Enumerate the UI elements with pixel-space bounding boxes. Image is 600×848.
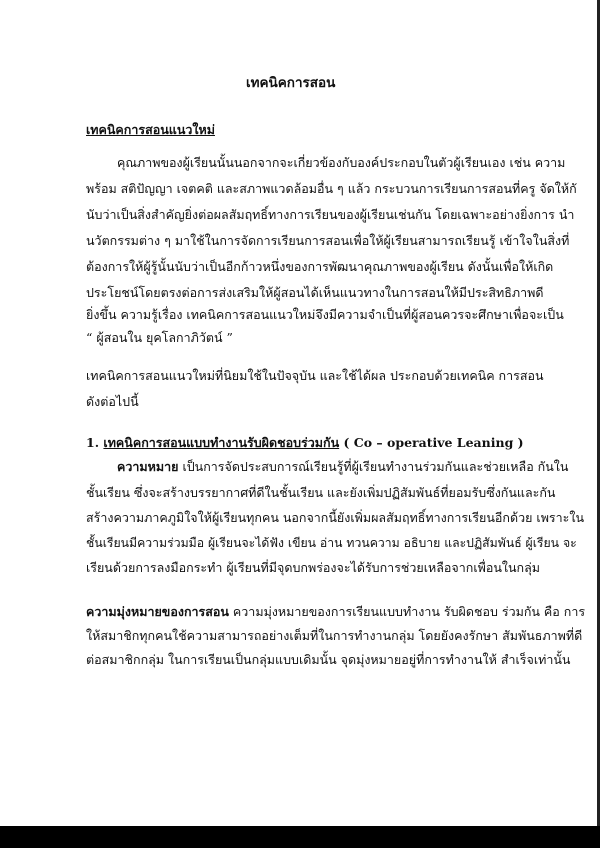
scan-bottom-bar	[0, 826, 600, 848]
paragraph-line: นับว่าเป็นสิ่งสำคัญยิ่งต่อผลสัมฤทธิ์ทางการเรียนของผู้เรียนเช่นกัน โดยเฉพาะอย่างยิ่งการ นำ	[86, 207, 575, 222]
objective-text: ความมุ่งหมายของการเรียนแบบทำงาน รับผิดชอบ ร่วมกัน คือ การ	[228, 604, 586, 619]
meaning-first-line	[117, 459, 568, 475]
paragraph-line: ยิ่งขึ้น ความรู้เรื่อง เทคนิคการสอนแนวใหม่จึงมีความจำเป็นที่ผู้สอนควรจะศึกษาเพื่อจะเป็น	[86, 307, 564, 322]
paragraph-line: ต้องการให้ผู้รู้นั้นนับว่าเป็นอีกก้าวหนึ่งของการพัฒนาคุณภาพของผู้เรียน ดังนั้นเพื่อให้เกิด	[86, 259, 554, 274]
document-title: เทคนิคการสอน	[246, 75, 336, 91]
paragraph-line: “ ผู้สอนใน ยุคโลกาภิวัตน์ ”	[86, 330, 233, 345]
paragraph-line: ชั้นเรียน ซึ่งจะสร้างบรรยากาศที่ดีในชั้นเรียน และยังเพิ่มปฏิสัมพันธ์ที่ยอมรับซึ่งกันและกัน	[86, 485, 556, 500]
objective-label: ความมุ่งหมายของการสอน	[86, 604, 229, 619]
paragraph-line: พร้อม สติปัญญา เจตคติ และสภาพแวดล้อมอื่น ๆ แล้ว กระบวนการเรียนการสอนที่ครู จัดให้กั	[86, 181, 577, 196]
item-subtitle: ( Co – operative Leaning )	[339, 435, 524, 450]
paragraph-line: ประโยชน์โดยตรงต่อการส่งเสริมให้ผู้สอนได้เห็นแนวทางในการสอนให้มีประสิทธิภาพดี	[86, 285, 544, 300]
paragraph-line: นวัตกรรมต่าง ๆ มาใช้ในการจัดการเรียนการสอนเพื่อให้ผู้เรียนสามารถเรียนรู้ เข้าใจในสิ่งที่	[86, 233, 570, 248]
item-heading	[86, 435, 524, 451]
paragraph-line: ให้สมาชิกทุกคนใช้ความสามารถอย่างเต็มที่ในการทำงานกลุ่ม โดยยังคงรักษา สัมพันธภาพที่ดี	[86, 628, 583, 643]
paragraph-line: คุณภาพของผู้เรียนนั้นนอกจากจะเกี่ยวข้องกับองค์ประกอบในตัวผู้เรียนเอง เช่น ความ	[117, 155, 566, 170]
item-title: เทคนิคการสอนแบบทำงานรับผิดชอบร่วมกัน	[103, 435, 340, 450]
paragraph-line: ชั้นเรียนมีความร่วมมือ ผู้เรียนจะได้ฟัง เขียน อ่าน ทวนความ อธิบาย และปฏิสัมพันธ์ ผู้เรียน จะ	[86, 536, 577, 550]
paragraph-line: เรียนด้วยการลงมือกระทำ ผู้เรียนที่มีจุดบกพร่องจะได้รับการช่วยเหลือจากเพื่อนในกลุ่ม	[86, 560, 541, 575]
meaning-label: ความหมาย	[117, 459, 179, 474]
meaning-text: เป็นการจัดประสบการณ์เรียนรู้ที่ผู้เรียนทำงานร่วมกันและช่วยเหลือ กันใน	[178, 459, 569, 474]
item-number: 1.	[86, 435, 100, 450]
paragraph-line: สร้างความภาคภูมิใจให้ผู้เรียนทุกคน นอกจากนี้ยังเพิ่มผลสัมฤทธิ์ทางการเรียนอีกด้วย เพราะใน	[86, 510, 585, 525]
paragraph-line: ดังต่อไปนี้	[86, 394, 139, 409]
objective-first-line	[86, 604, 585, 620]
paragraph-line: ต่อสมาชิกกลุ่ม ในการเรียนเป็นกลุ่มแบบเดิมนั้น จุดมุ่งหมายอยู่ที่การทำงานให้ สำเร็จเท่านั้น	[86, 652, 571, 667]
paragraph-line: เทคนิคการสอนแนวใหม่ที่นิยมใช้ในปัจจุบัน และใช้ได้ผล ประกอบด้วยเทคนิค การสอน	[86, 368, 544, 383]
section-heading: เทคนิคการสอนแนวใหม่	[86, 122, 215, 137]
